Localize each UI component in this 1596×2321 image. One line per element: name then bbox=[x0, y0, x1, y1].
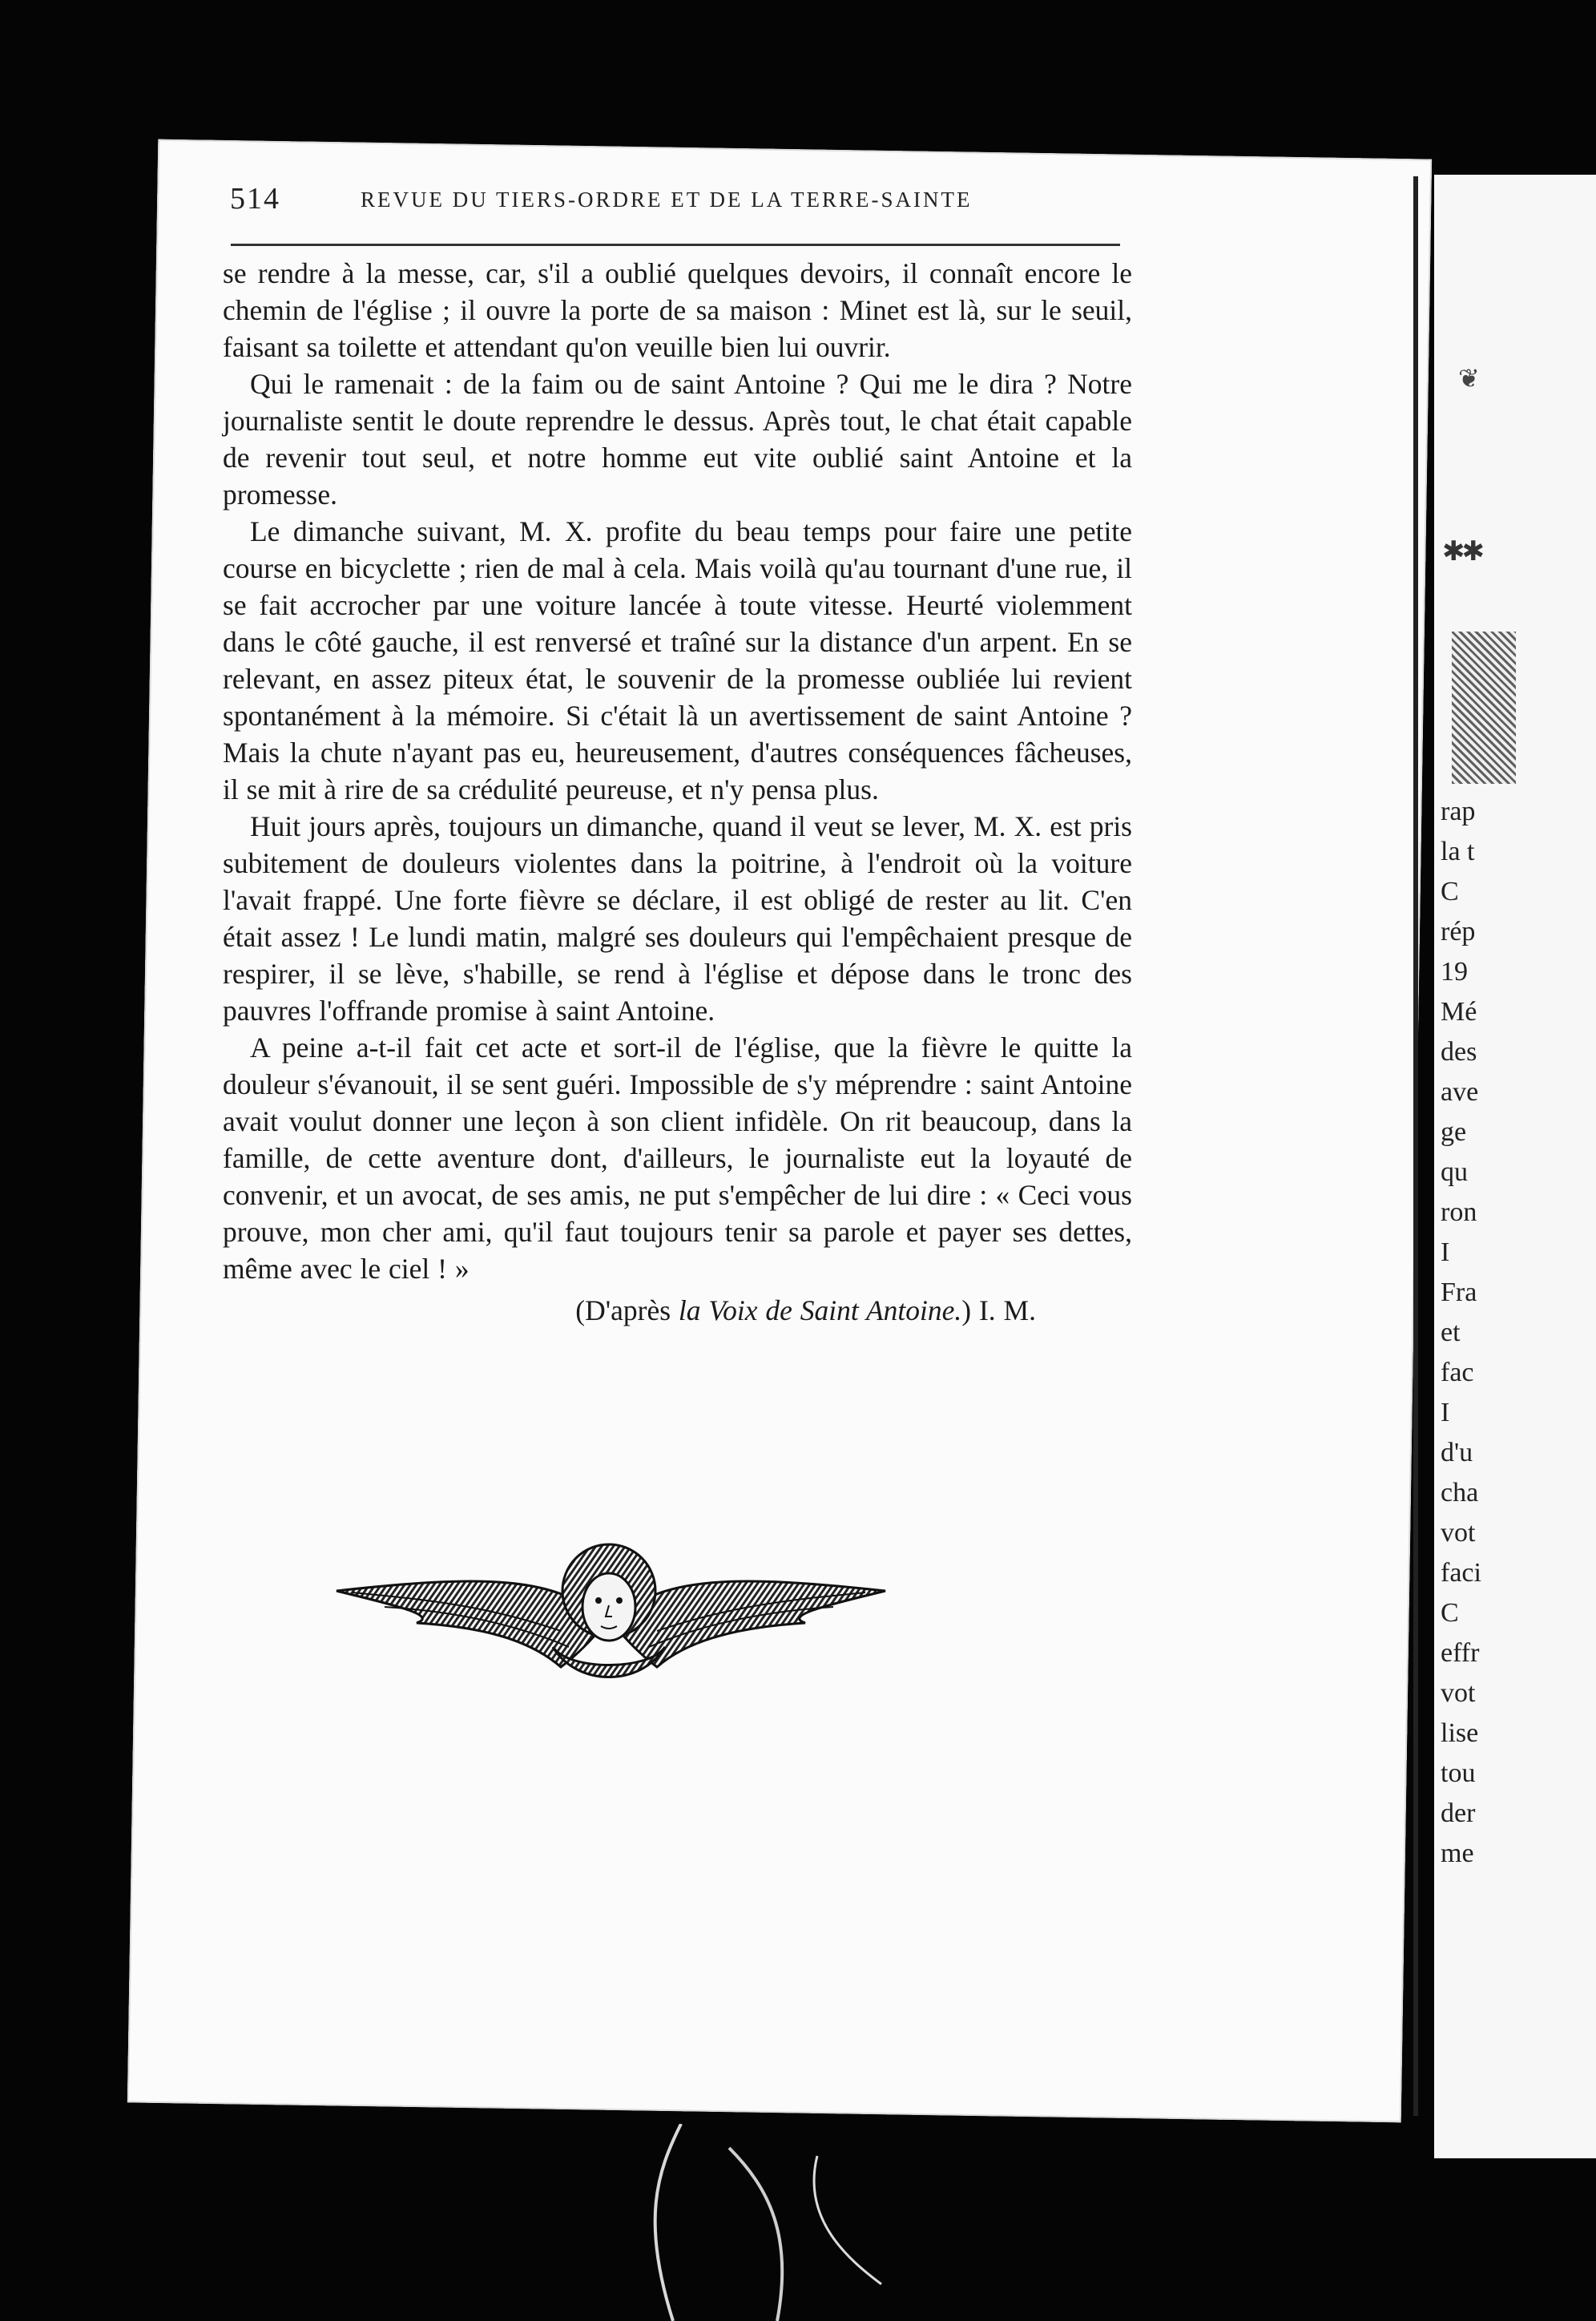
next-page bbox=[1434, 175, 1596, 2158]
article-body bbox=[223, 255, 1132, 1329]
loose-threads bbox=[609, 2124, 897, 2321]
attribution bbox=[223, 1292, 1132, 1329]
next-page-text-fragments: rap la t C rép 19 Mé des ave ge qu ron I Fra et fac I d'u cha vot faci C effr vot lise tou der me bbox=[1441, 797, 1481, 1868]
paragraph-2: Qui le ramenait : de la faim ou de saint Antoine ? Qui me le dira ? Notre journaliste sentit le doute reprendre le dessus. Après tout, le chat était capable de revenir tout seul, et notre homme eut vite oublié saint Antoine et la promesse. bbox=[223, 368, 1132, 511]
page-number: 514 bbox=[230, 182, 280, 216]
next-page-stars-icon: ✱✱ bbox=[1442, 537, 1481, 567]
header-rule bbox=[231, 244, 1120, 246]
paragraph-5: A peine a-t-il fait cet acte et sort-il de l'église, que la fièvre le quitte la douleur s'évanouit, il se sent guéri. Impossible de s'y méprendre : saint Antoine avait voulut donner une leçon à son client infidèle. On rit beaucoup, dans la famille, de cette aventure dont, d'ailleurs, le journaliste eut la loyauté de convenir, et un avocat, de ses amis, ne put s'empêcher de lui dire : « Ceci vous prouve, mon cher ami, qu'il faut toujours tenir sa parole et payer ses dettes, même avec le ciel ! » bbox=[223, 1031, 1132, 1285]
paragraph-1: se rendre à la messe, car, s'il a oublié quelques devoirs, il connaît encore le chemin de l'église ; il ouvre la porte de sa maison : Minet est là, sur le seuil, faisant sa toilette et attendant qu'on veuille bien lui ouvrir. bbox=[223, 257, 1132, 363]
paragraph-3: Le dimanche suivant, M. X. profite du beau temps pour faire une petite course en bicyclette ; rien de mal à cela. Mais voilà qu'au tournant d'une rue, il se fait accrocher par une voiture lancée à toute vitesse. Heurté violemment dans le côté gauche, il est renversé et traîné sur la distance d'un arpent. En se relevant, en assez piteux état, le souvenir de la promesse oubliée lui revient spontanément à la mémoire. Si c'était là un avertissement de saint Antoine ? Mais la chute n'ayant pas eu, heureusement, d'autres conséquences fâcheuses, il se mit à rire de sa crédulité peureuse, et n'y pensa plus. bbox=[223, 515, 1132, 805]
attribution-source: la Voix de Saint Antoine. bbox=[678, 1294, 962, 1326]
winged-cherub-icon bbox=[320, 1527, 897, 1703]
running-title: REVUE DU TIERS-ORDRE ET DE LA TERRE-SAINTE bbox=[361, 188, 973, 212]
next-page-drop-cap bbox=[1452, 632, 1516, 784]
attribution-prefix: (D'après bbox=[575, 1294, 679, 1326]
page-gutter bbox=[1413, 176, 1418, 2116]
page-header bbox=[230, 181, 1119, 221]
attribution-suffix: ) I. M. bbox=[961, 1294, 1036, 1326]
next-page-header-ornament: ❦ bbox=[1458, 364, 1480, 393]
paragraph-4: Huit jours après, toujours un dimanche, quand il veut se lever, M. X. est pris subitement de douleurs violentes dans la poitrine, à l'endroit où la voiture l'avait frappé. Une forte fièvre se déclare, il est obligé de rester au lit. C'en était assez ! Le lundi matin, malgré ses douleurs qui l'empêchaient presque de respirer, il se lève, s'habille, se rend à l'église et dépose dans le tronc des pauvres l'offrande promise à saint Antoine. bbox=[223, 810, 1132, 1027]
